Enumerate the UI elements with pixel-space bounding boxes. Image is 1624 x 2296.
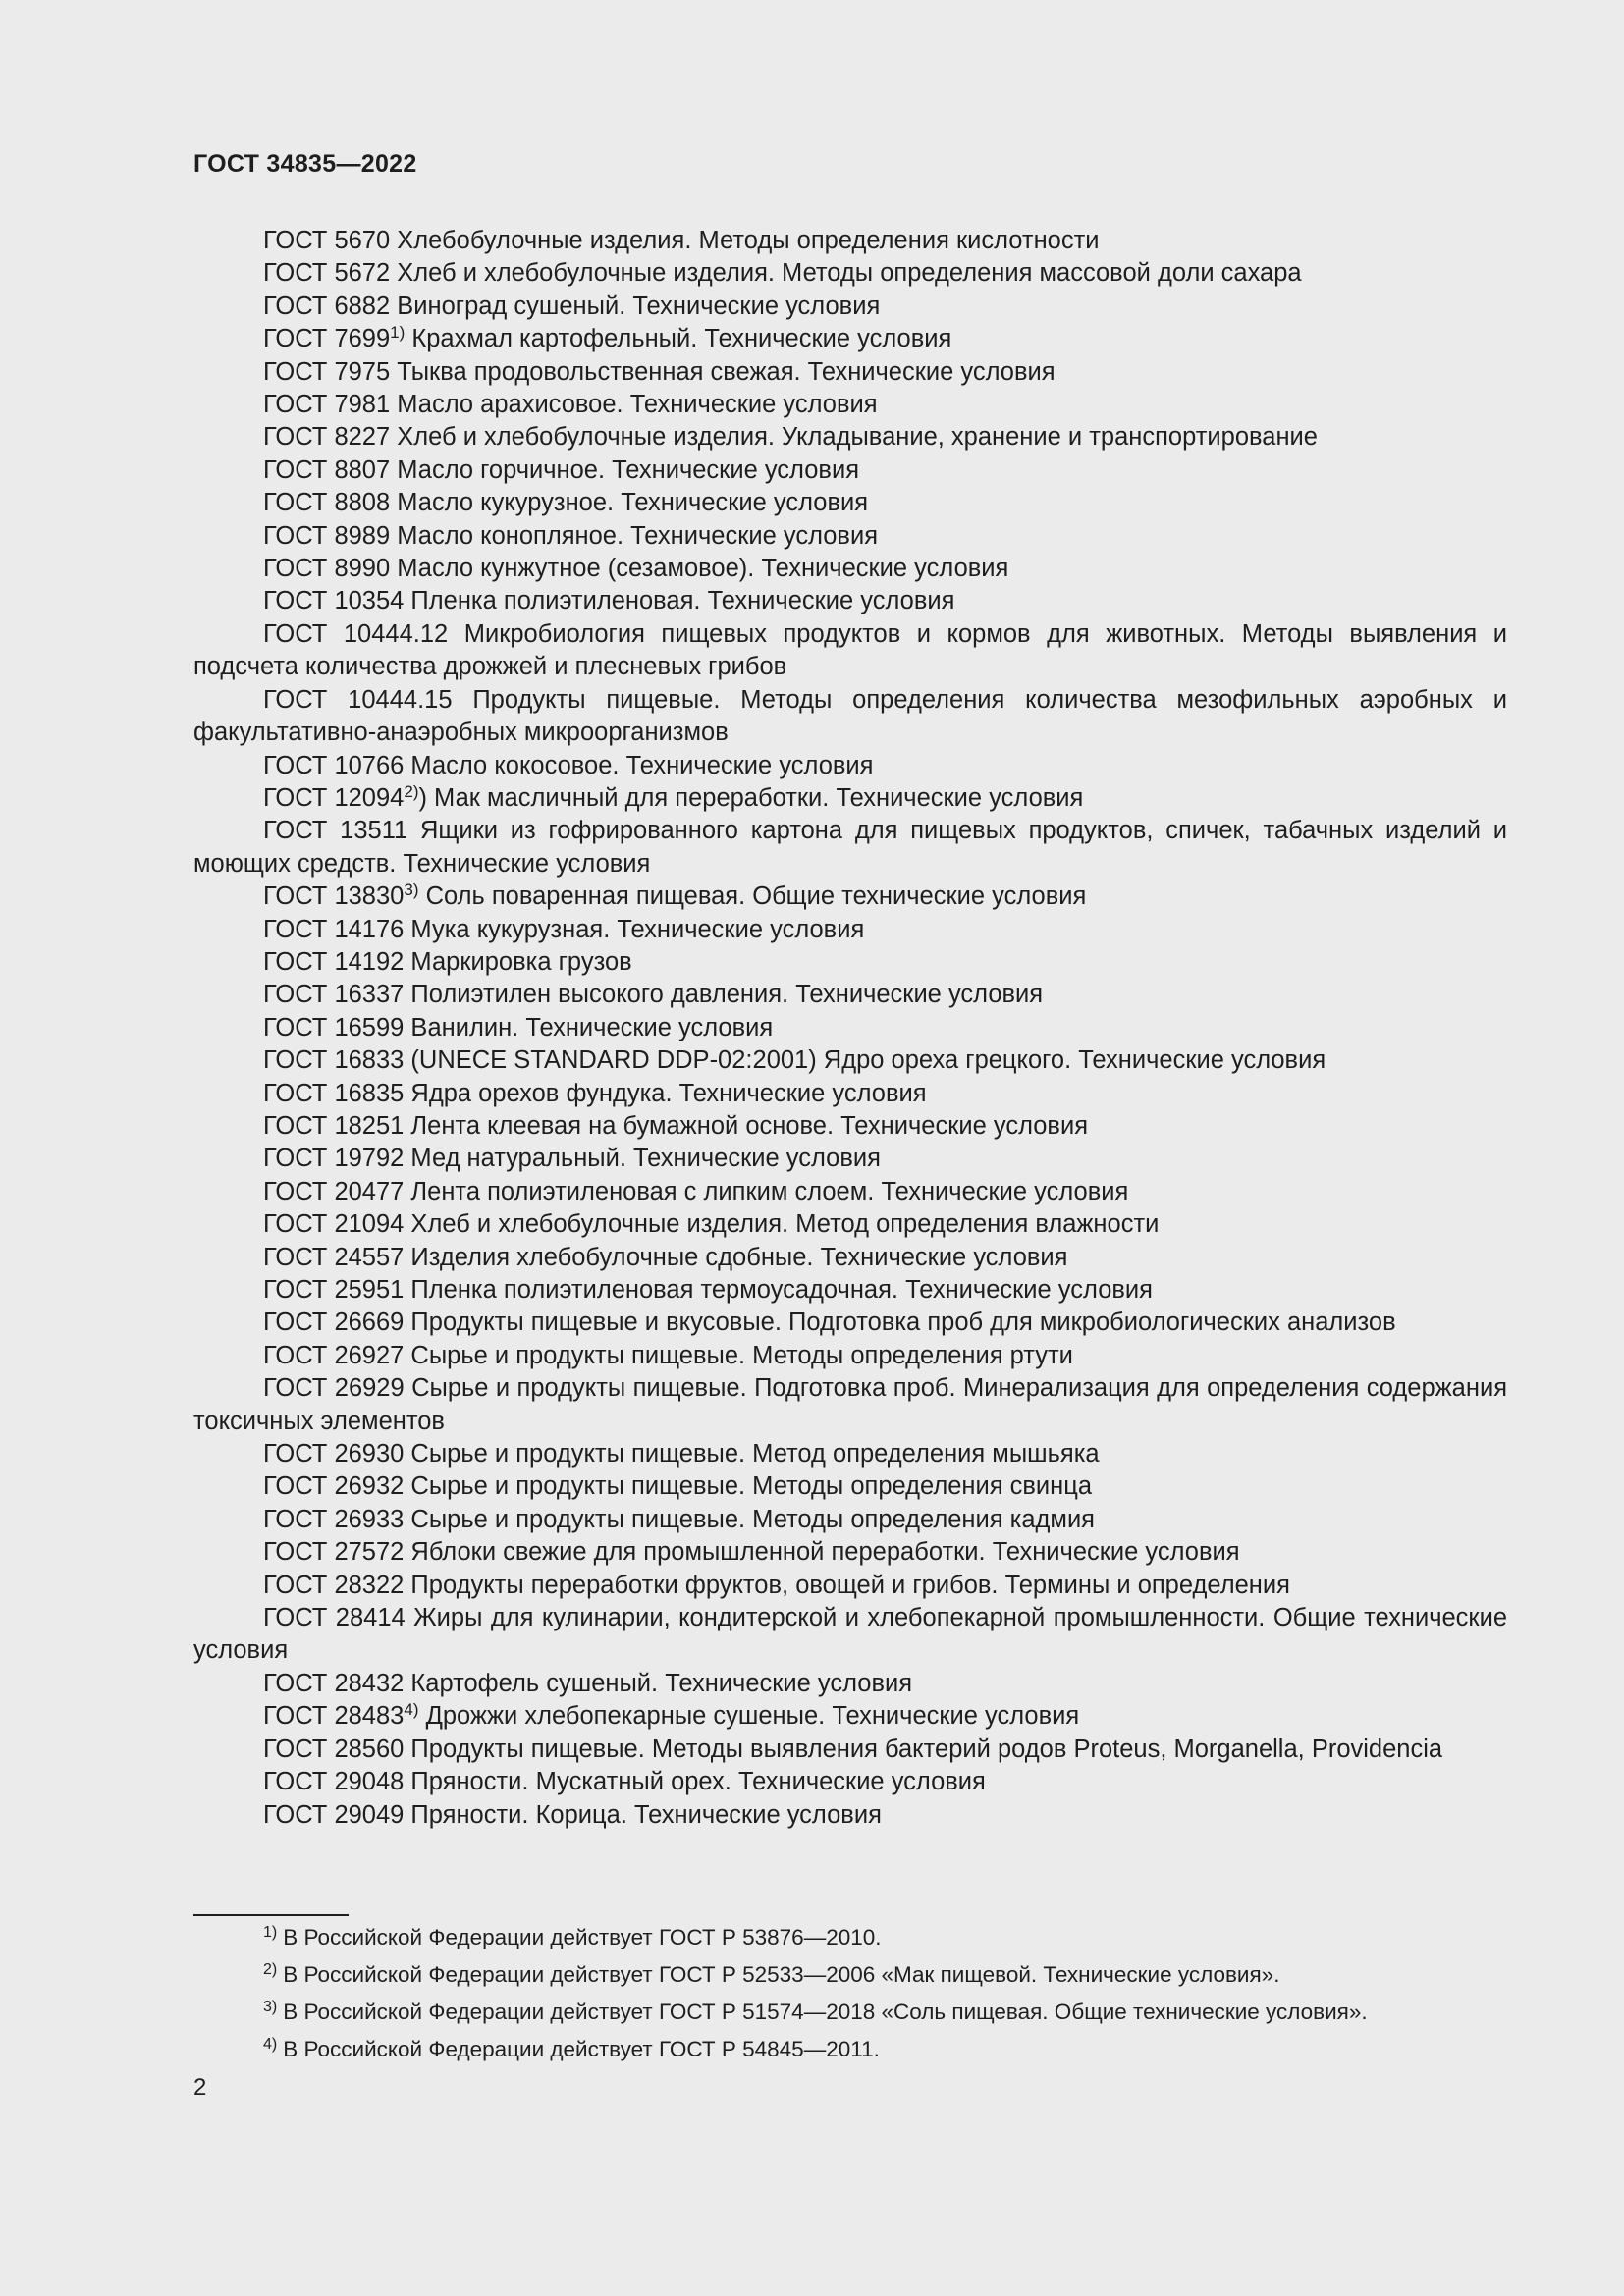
reference-item: ГОСТ 16337 Полиэтилен высокого давления. Технические условия [263,981,1044,1009]
reference-item: ГОСТ 26933 Сырье и продукты пищевые. Методы определения кадмия [263,1505,1095,1533]
footnote-marker: 1) [263,1924,278,1941]
footnote-separator [193,1914,349,1916]
footnote-marker: 4) [404,1700,419,1720]
reference-item: ГОСТ 5670 Хлебобулочные изделия. Методы определения кислотности [263,227,1100,254]
reference-item: ГОСТ 10444.12 Микробиология пищевых продуктов и кормов для животных. Методы выявления и подсчета количества дрожжей и плесневых грибов [193,619,1507,681]
reference-item: ГОСТ 28322 Продукты переработки фруктов, овощей и грибов. Термины и определения [263,1571,1290,1599]
footnote-marker: 4) [263,2036,278,2053]
reference-item: ГОСТ 8989 Масло конопляное. Технические условия [263,521,879,550]
reference-list [193,225,1507,1832]
reference-item [193,323,1507,355]
reference-item: ГОСТ 8808 Масло кукурузное. Технические условия [263,489,869,517]
reference-item: ГОСТ 26927 Сырье и продукты пищевые. Методы определения ртути [263,1341,1073,1369]
reference-item: ГОСТ 24557 Изделия хлебобулочные сдобные. Технические условия [263,1243,1068,1271]
reference-item [193,1700,1507,1733]
footnote-item [193,1994,1507,2031]
reference-code: ГОСТ 28483 [263,1702,405,1731]
reference-item [193,782,1507,815]
reference-item: ГОСТ 16833 (UNECE STANDARD DDP-02:2001) Ядро ореха грецкого. Технические условия [263,1046,1326,1075]
reference-item: ГОСТ 26669 Продукты пищевые и вкусовые. Подготовка проб для микробиологических анализов [263,1308,1396,1337]
footnote-marker: 3) [263,1999,278,2015]
footnotes [193,1919,1507,2068]
reference-code: ГОСТ 13830 [263,882,405,911]
reference-code: ГОСТ 7699 [263,325,391,353]
reference-item: ГОСТ 16835 Ядра орехов фундука. Технические условия [263,1079,927,1107]
reference-item: ГОСТ 8807 Масло горчичное. Технические условия [263,455,860,484]
footnote-marker: 2) [404,781,419,801]
reference-code: ГОСТ 12094 [263,783,405,812]
reference-item: ГОСТ 10766 Масло кокосовое. Технические условия [263,751,874,779]
reference-item: ГОСТ 14192 Маркировка грузов [263,947,632,976]
reference-item [193,881,1507,913]
reference-item: ГОСТ 19792 Мед натуральный. Технические условия [263,1145,881,1173]
reference-item: ГОСТ 28560 Продукты пищевые. Методы выявления бактерий родов Proteus, Morganella, Providencia [263,1735,1443,1763]
footnote-item [193,2031,1507,2068]
reference-item: ГОСТ 5672 Хлеб и хлебобулочные изделия. Методы определения массовой доли сахара [263,259,1302,288]
reference-item: ГОСТ 29048 Пряности. Мускатный орех. Технические условия [263,1768,986,1796]
reference-item: ГОСТ 8990 Масло кунжутное (сезамовое). Технические условия [263,555,1009,583]
reference-item: ГОСТ 18251 Лента клеевая на бумажной основе. Технические условия [263,1111,1089,1140]
reference-item: ГОСТ 7981 Масло арахисовое. Технические условия [263,391,878,419]
reference-item: ГОСТ 26929 Сырье и продукты пищевые. Подготовка проб. Минерализация для определения содержания токсичных элементов [193,1374,1507,1435]
page-number: 2 [193,2074,207,2101]
footnote-marker: 1) [390,323,406,343]
reference-item: ГОСТ 25951 Пленка полиэтиленовая термоусадочная. Технические условия [263,1276,1153,1304]
reference-title: ) Мак масличный для переработки. Технические условия [418,783,1084,812]
reference-item: ГОСТ 6882 Виноград сушеный. Технические условия [263,292,881,320]
footnote-text: В Российской Федерации действует ГОСТ Р 54845—2011. [283,2037,880,2061]
reference-item: ГОСТ 16599 Ванилин. Технические условия [263,1013,774,1041]
reference-title: Крахмал картофельный. Технические условия [405,325,952,353]
reference-item: ГОСТ 7975 Тыква продовольственная свежая. Технические условия [263,357,1056,386]
reference-item: ГОСТ 10354 Пленка полиэтиленовая. Технические условия [263,587,955,615]
footnote-item [193,1919,1507,1956]
footnote-marker: 2) [263,1961,278,1978]
reference-item: ГОСТ 27572 Яблоки свежие для промышленной переработки. Технические условия [263,1538,1240,1567]
reference-item: ГОСТ 13511 Ящики из гофрированного картона для пищевых продуктов, спичек, табачных изделий и моющих средств. Технические условия [193,817,1507,878]
footnote-item [193,1956,1507,1994]
page-header: ГОСТ 34835—2022 [193,150,417,178]
footnote-text: В Российской Федерации действует ГОСТ Р 53876—2010. [283,1925,882,1949]
reference-item: ГОСТ 20477 Лента полиэтиленовая с липким слоем. Технические условия [263,1177,1129,1205]
reference-item: ГОСТ 14176 Мука кукурузная. Технические условия [263,915,865,943]
reference-item: ГОСТ 21094 Хлеб и хлебобулочные изделия. Метод определения влажности [263,1210,1160,1239]
reference-item: ГОСТ 28432 Картофель сушеный. Технические условия [263,1669,913,1697]
footnote-marker: 3) [404,881,419,900]
footnote-text: В Российской Федерации действует ГОСТ Р 51574—2018 «Соль пищевая. Общие технические условия». [283,2000,1368,2024]
reference-item: ГОСТ 26930 Сырье и продукты пищевые. Метод определения мышьяка [263,1440,1100,1468]
reference-item: ГОСТ 26932 Сырье и продукты пищевые. Методы определения свинца [263,1472,1093,1501]
reference-item: ГОСТ 28414 Жиры для кулинарии, кондитерской и хлебопекарной промышленности. Общие технические условия [193,1604,1507,1665]
reference-item: ГОСТ 29049 Пряности. Корица. Технические условия [263,1800,882,1829]
footnote-text: В Российской Федерации действует ГОСТ Р 52533—2006 «Мак пищевой. Технические условия». [283,1962,1280,1987]
reference-item: ГОСТ 10444.15 Продукты пищевые. Методы определения количества мезофильных аэробных и факультативно-анаэробных микроорганизмов [193,685,1507,747]
reference-item: ГОСТ 8227 Хлеб и хлебобулочные изделия. Укладывание, хранение и транспортирование [263,423,1318,452]
reference-title: Соль поваренная пищевая. Общие технические условия [418,882,1087,911]
reference-title: Дрожжи хлебопекарные сушеные. Технические условия [418,1702,1080,1731]
